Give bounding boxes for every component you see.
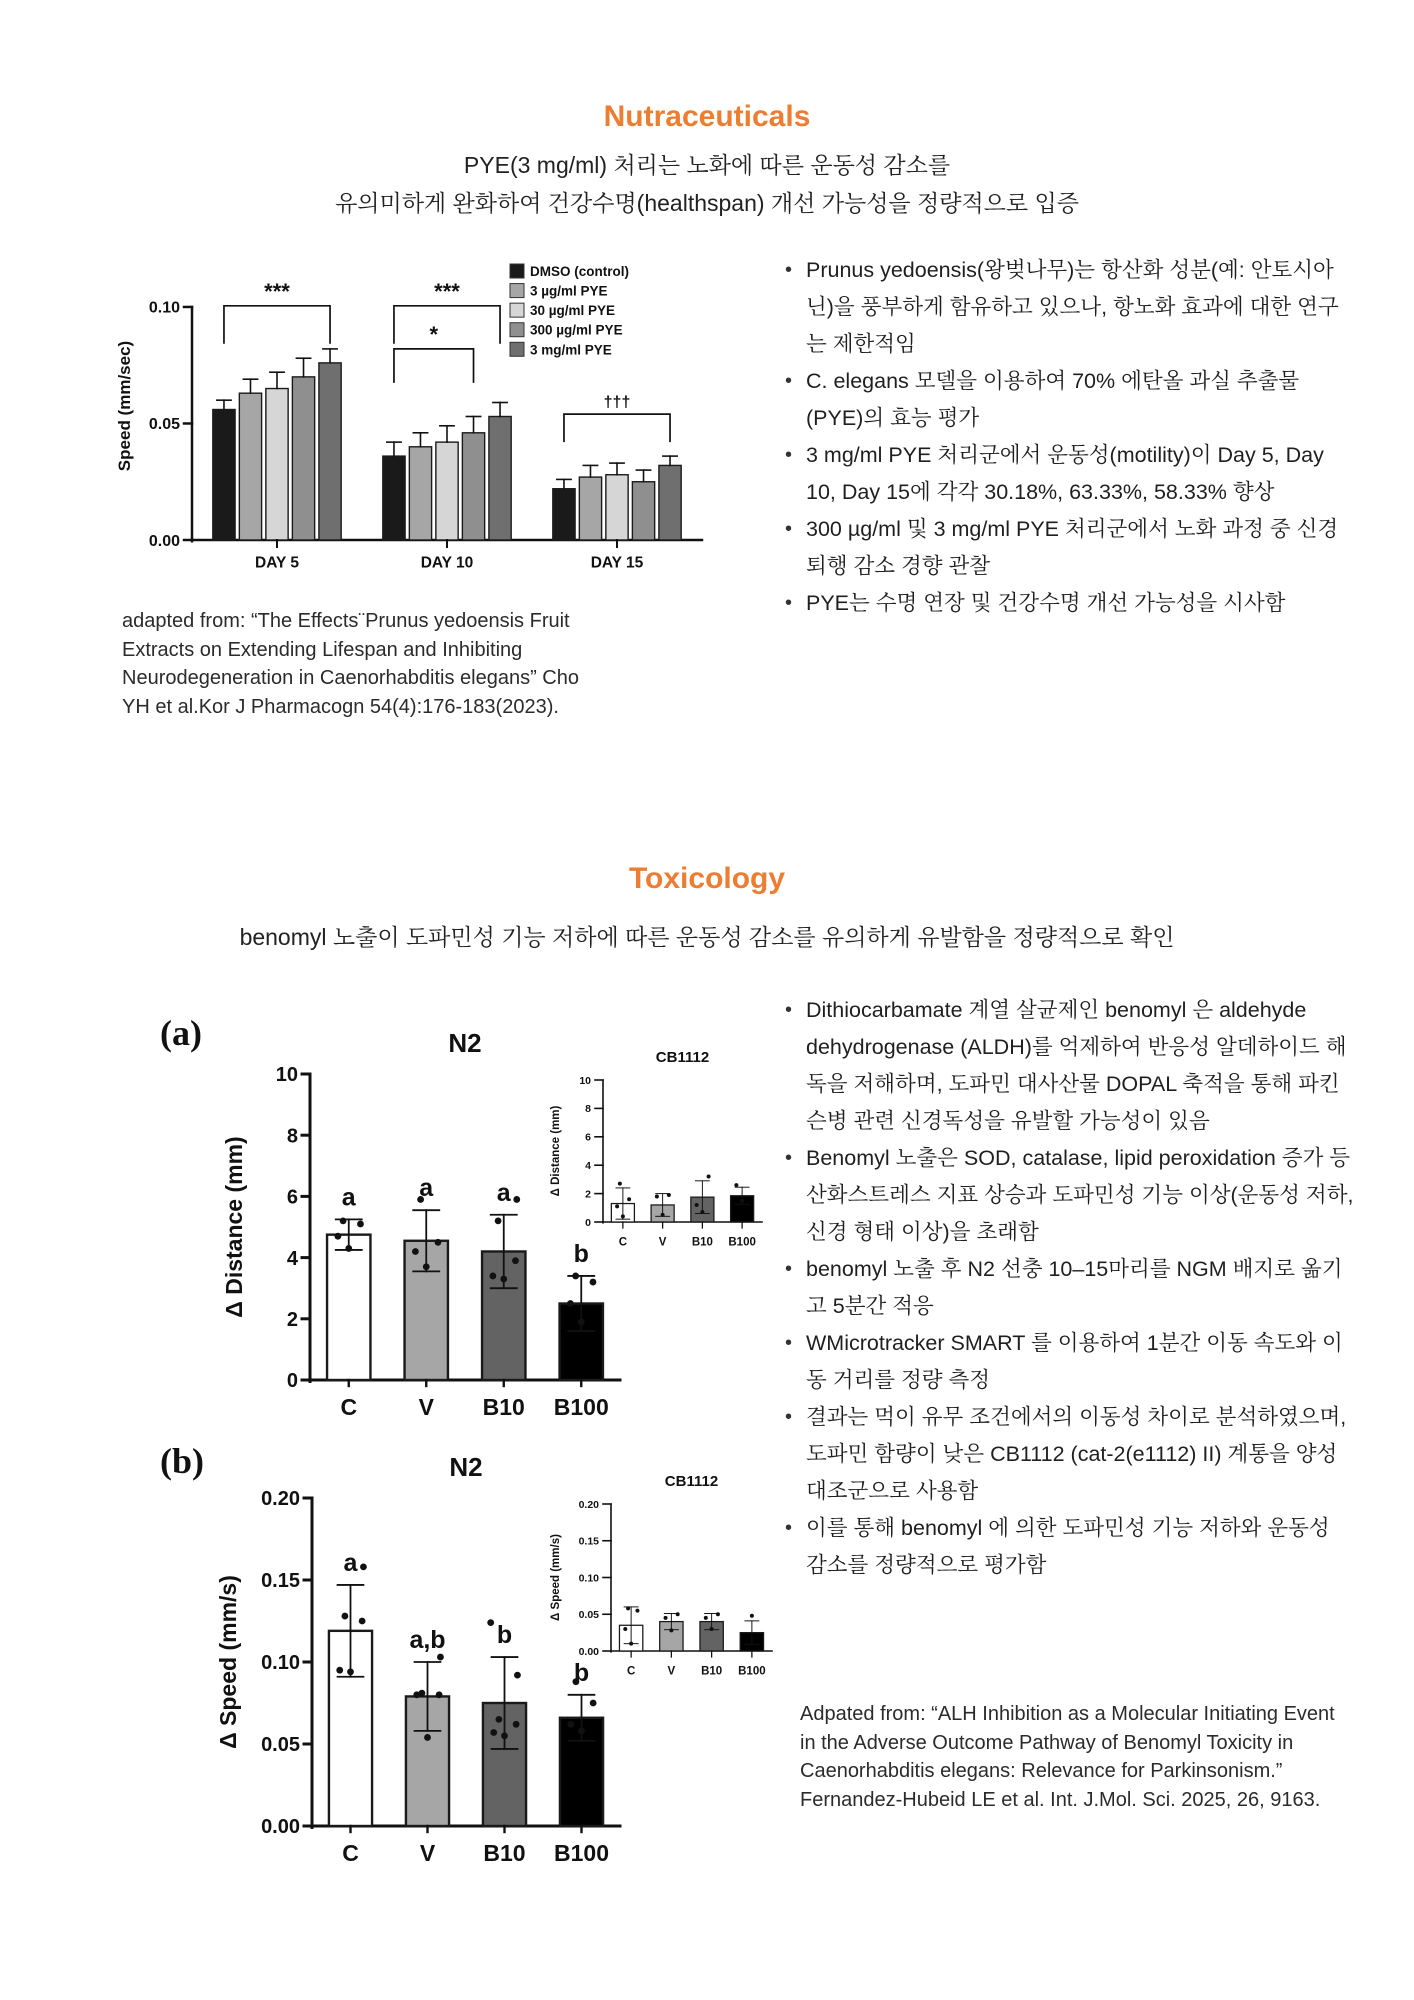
nutraceuticals-bullets (779, 252, 1341, 622)
svg-text:0.10: 0.10 (578, 1572, 599, 1585)
svg-text:6: 6 (286, 1186, 298, 1209)
svg-text:***: *** (264, 278, 290, 304)
svg-text:3 µg/ml PYE: 3 µg/ml PYE (530, 283, 608, 299)
svg-text:DAY 5: DAY 5 (255, 554, 299, 572)
svg-text:30 µg/ml PYE: 30 µg/ml PYE (530, 303, 616, 319)
toxicology-panel-b-cb1112-inset (545, 1462, 780, 1687)
svg-text:a,b: a,b (409, 1626, 446, 1654)
svg-text:Δ Speed (mm/s): Δ Speed (mm/s) (215, 1575, 241, 1749)
svg-text:V: V (418, 1394, 434, 1420)
bullet-item: • 300 µg/ml 및 3 mg/ml PYE 처리군에서 노화 과정 중 신경퇴행 감소 경향 관찰 (779, 511, 1341, 585)
bullet-item: • C. elegans 모델을 이용하여 70% 에탄올 과실 추출물(PYE)의 효능 평가 (779, 363, 1341, 437)
svg-text:0.15: 0.15 (578, 1535, 599, 1548)
svg-text:Δ Distance (mm): Δ Distance (mm) (221, 1136, 247, 1318)
bullet-item: • 3 mg/ml PYE 처리군에서 운동성(motility)이 Day 5, Day 10, Day 15에 각각 30.18%, 63.33%, 58.33% 향상 (779, 437, 1341, 511)
svg-text:Δ Speed (mm/s): Δ Speed (mm/s) (550, 1534, 562, 1621)
svg-text:***: *** (434, 278, 460, 304)
bullet-item: • 이를 통해 benomyl 에 의한 도파민성 기능 저하와 운동성 감소를 정량적으로 평가함 (779, 1510, 1354, 1584)
bullet-item: • 결과는 먹이 유무 조건에서의 이동성 차이로 분석하였으며, 도파민 함량이 낮은 CB1112 (cat-2(e1112) II) 계통을 양성 대조군으로 사용함 (779, 1399, 1354, 1510)
svg-text:10: 10 (579, 1074, 591, 1087)
toxicology-bullets (779, 992, 1354, 1584)
svg-text:2: 2 (286, 1309, 298, 1331)
svg-text:Speed (mm/sec): Speed (mm/sec) (115, 340, 134, 472)
bullet-item: • Benomyl 노출은 SOD, catalase, lipid peroxidation 증가 등 산화스트레스 지표 상승과 도파민성 기능 이상(운동성 저하, 신경 형태 이상)을 초래함 (779, 1140, 1354, 1251)
svg-text:N2: N2 (449, 1452, 483, 1482)
bullet-item: • Dithiocarbamate 계열 살균제인 benomyl 은 aldehyde dehydrogenase (ALDH)를 억제하여 반응성 알데하이드 해독을 저해하며, 도파민 대사산물 DOPAL 축적을 통해 파킨슨병 관련 신경독성을 유발할 가능성이 있음 (779, 992, 1354, 1140)
svg-text:C: C (340, 1394, 358, 1420)
svg-text:B10: B10 (701, 1665, 723, 1678)
svg-text:b: b (573, 1239, 589, 1268)
svg-text:0.00: 0.00 (578, 1645, 599, 1658)
svg-text:B10: B10 (482, 1394, 525, 1420)
svg-text:4: 4 (286, 1247, 298, 1270)
svg-text:B100: B100 (728, 1236, 756, 1249)
svg-text:0: 0 (286, 1370, 298, 1393)
svg-text:0.00: 0.00 (148, 532, 180, 550)
svg-text:N2: N2 (448, 1028, 482, 1058)
svg-text:*: * (429, 321, 439, 347)
svg-text:b: b (573, 1658, 590, 1687)
svg-text:b: b (496, 1621, 513, 1650)
svg-text:DAY 10: DAY 10 (420, 554, 474, 572)
svg-text:V: V (667, 1665, 676, 1678)
svg-text:0.05: 0.05 (261, 1734, 300, 1757)
bullet-item: • PYE는 수명 연장 및 건강수명 개선 가능성을 시사함 (779, 585, 1341, 622)
svg-text:V: V (419, 1840, 436, 1866)
nutraceuticals-subtitle-line2: 유의미하게 완화하여 건강수명(healthspan) 개선 가능성을 정량적으로 입증 (335, 190, 1079, 216)
toxicology-panel-a-cb1112-inset (545, 1038, 770, 1258)
svg-text:DAY 15: DAY 15 (590, 554, 644, 572)
svg-text:6: 6 (585, 1131, 591, 1144)
panel-b-label: (b) (160, 1441, 204, 1481)
svg-text:3 mg/ml PYE: 3 mg/ml PYE (530, 342, 612, 358)
nutraceuticals-citation: adapted from: “The Effects¨Prunus yedoensis Fruit Extracts on Extending Lifespan and Inhibiting Neurodegeneration in Caenorhabditis elegans” Cho YH et al.Kor J Pharmacogn 54(4):176-183(2023). (122, 610, 579, 718)
svg-text:8: 8 (286, 1125, 298, 1148)
bullet-item: • WMicrotracker SMART 를 이용하여 1분간 이동 속도와 이동 거리를 정량 측정 (779, 1325, 1354, 1399)
pye-speed-chart (112, 252, 712, 582)
svg-text:0.15: 0.15 (261, 1570, 300, 1593)
svg-text:V: V (658, 1236, 667, 1249)
svg-text:C: C (342, 1840, 359, 1866)
svg-text:†††: ††† (603, 394, 631, 412)
svg-text:0.00: 0.00 (261, 1816, 300, 1839)
svg-text:0.05: 0.05 (578, 1609, 599, 1622)
toxicology-section-title: Toxicology (628, 862, 786, 895)
svg-text:0.20: 0.20 (261, 1488, 300, 1511)
svg-text:2: 2 (585, 1188, 591, 1201)
svg-text:10: 10 (275, 1064, 298, 1087)
svg-text:B100: B100 (553, 1394, 609, 1420)
svg-text:C: C (618, 1236, 628, 1249)
svg-text:0: 0 (585, 1216, 591, 1229)
svg-text:B100: B100 (738, 1665, 766, 1678)
svg-text:0.10: 0.10 (261, 1652, 300, 1675)
svg-text:8: 8 (585, 1103, 591, 1116)
bullet-item: • Prunus yedoensis(왕벚나무)는 항산화 성분(예: 안토시아닌)을 풍부하게 함유하고 있으나, 항노화 효과에 대한 연구는 제한적임 (779, 252, 1341, 363)
svg-text:C: C (626, 1665, 636, 1678)
svg-text:300 µg/ml PYE: 300 µg/ml PYE (530, 322, 623, 338)
svg-text:a: a (341, 1183, 356, 1212)
svg-text:0.10: 0.10 (148, 299, 180, 317)
toxicology-citation: Adpated from: “ALH Inhibition as a Molecular Initiating Event in the Adverse Outcome Pathway of Benomyl Toxicity in Caenorhabditis elegans: Relevance for Parkinsonism.” Fernandez-Hubeid LE et al. Int. J.Mol. Sci. 2025, 26, 9163. (800, 1703, 1335, 1811)
svg-text:CB1112: CB1112 (655, 1049, 710, 1066)
toxicology-subtitle: benomyl 노출이 도파민성 기능 저하에 따른 운동성 감소를 유의하게 유발함을 정량적으로 확인 (239, 924, 1175, 950)
svg-text:4: 4 (585, 1159, 591, 1172)
svg-text:0.05: 0.05 (148, 416, 180, 434)
svg-text:DMSO (control): DMSO (control) (530, 264, 629, 279)
nutraceuticals-subtitle-line1: PYE(3 mg/ml) 처리는 노화에 따른 운동성 감소를 (463, 152, 951, 178)
svg-text:B10: B10 (691, 1236, 713, 1249)
svg-text:0.20: 0.20 (578, 1498, 599, 1511)
panel-a-label: (a) (160, 1013, 202, 1053)
svg-text:a: a (419, 1174, 434, 1203)
svg-text:CB1112: CB1112 (664, 1473, 719, 1490)
svg-text:a: a (496, 1178, 511, 1207)
svg-text:B10: B10 (483, 1840, 526, 1866)
bullet-item: • benomyl 노출 후 N2 선충 10–15마리를 NGM 배지로 옮기고 5분간 적응 (779, 1251, 1354, 1325)
svg-text:Δ Distance (mm): Δ Distance (mm) (550, 1105, 562, 1197)
svg-text:B100: B100 (554, 1840, 609, 1866)
svg-text:a: a (343, 1548, 358, 1577)
nutraceuticals-section-title: Nutraceuticals (603, 100, 811, 133)
nutraceuticals-subtitle (0, 146, 1414, 222)
